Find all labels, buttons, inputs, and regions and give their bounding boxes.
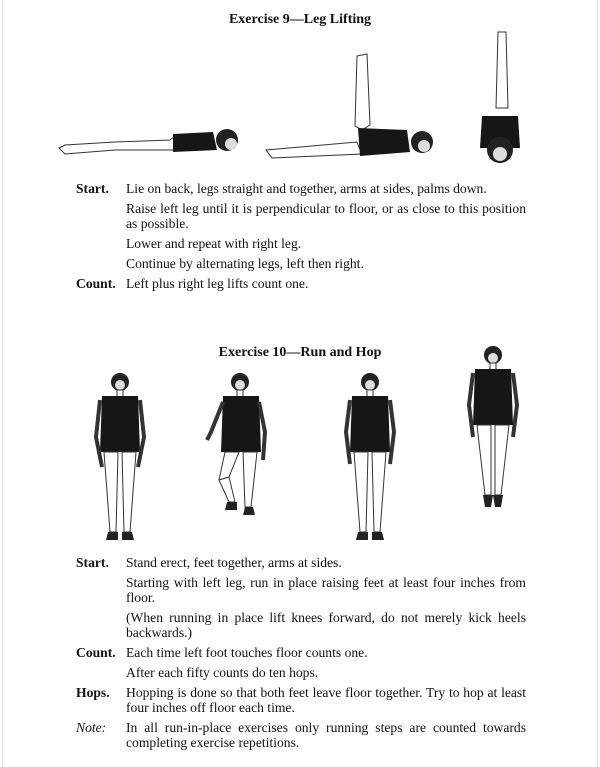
instruction-row <box>76 665 526 680</box>
instruction-label <box>76 665 126 680</box>
instruction-text: Continue by alternating legs, left then right. <box>126 256 364 271</box>
instruction-label <box>76 256 126 271</box>
instruction-text: In all run-in-place exercises only running steps are counted towards completing exercise repetitions. <box>126 720 526 750</box>
instruction-label: Start. <box>76 181 109 196</box>
exercise-9-title: Exercise 9—Leg Lifting <box>228 12 372 27</box>
instruction-text: Lie on back, legs straight and together, arms at sides, palms down. <box>126 181 487 196</box>
page-edge-left <box>2 0 3 767</box>
instruction-text: Each time left foot touches floor counts one. <box>126 645 368 660</box>
instruction-label <box>76 236 126 251</box>
page-edge-right <box>597 0 598 767</box>
instruction-row <box>76 555 526 570</box>
figure-standing-erect <box>90 372 150 547</box>
figure-standing-front <box>340 372 400 547</box>
instruction-row <box>76 181 526 196</box>
figure-running-in-place <box>205 372 275 547</box>
instruction-label <box>76 610 126 640</box>
instruction-text: (When running in place lift knees forward, do not merely kick heels backwards.) <box>126 610 526 640</box>
instruction-label <box>76 201 126 231</box>
instruction-row <box>76 276 526 291</box>
instruction-text: Starting with left leg, run in place raising feet at least four inches from floor. <box>126 575 526 605</box>
instruction-row <box>76 720 526 750</box>
instruction-row <box>76 575 526 605</box>
instruction-label <box>76 575 126 605</box>
instruction-text: Stand erect, feet together, arms at sides. <box>126 555 342 570</box>
exercise-10-instructions <box>76 555 526 755</box>
instruction-label: Start. <box>76 555 109 570</box>
instruction-row <box>76 645 526 660</box>
instruction-row <box>76 610 526 640</box>
instruction-text: After each fifty counts do ten hops. <box>126 665 319 680</box>
figure-lying-flat <box>55 118 255 164</box>
instruction-text: Hopping is done so that both feet leave floor together. Try to hop at least four inches off floor each time. <box>126 685 526 715</box>
instruction-label: Count. <box>76 645 116 660</box>
instruction-row <box>76 236 526 251</box>
figure-leg-raised-front <box>470 30 530 170</box>
exercise-9-instructions <box>76 181 526 296</box>
exercise-10-title: Exercise 10—Run and Hop <box>218 345 382 360</box>
figure-hopping <box>463 345 523 515</box>
instruction-text: Raise left leg until it is perpendicular to floor, or as close to this position as possible. <box>126 201 526 231</box>
figure-leg-raised <box>262 50 447 166</box>
instruction-label: Note: <box>76 720 107 735</box>
instruction-label: Hops. <box>76 685 110 700</box>
instruction-text: Left plus right leg lifts count one. <box>126 276 309 291</box>
instruction-row <box>76 685 526 715</box>
instruction-row <box>76 201 526 231</box>
instruction-row <box>76 256 526 271</box>
instruction-text: Lower and repeat with right leg. <box>126 236 302 251</box>
instruction-label: Count. <box>76 276 116 291</box>
